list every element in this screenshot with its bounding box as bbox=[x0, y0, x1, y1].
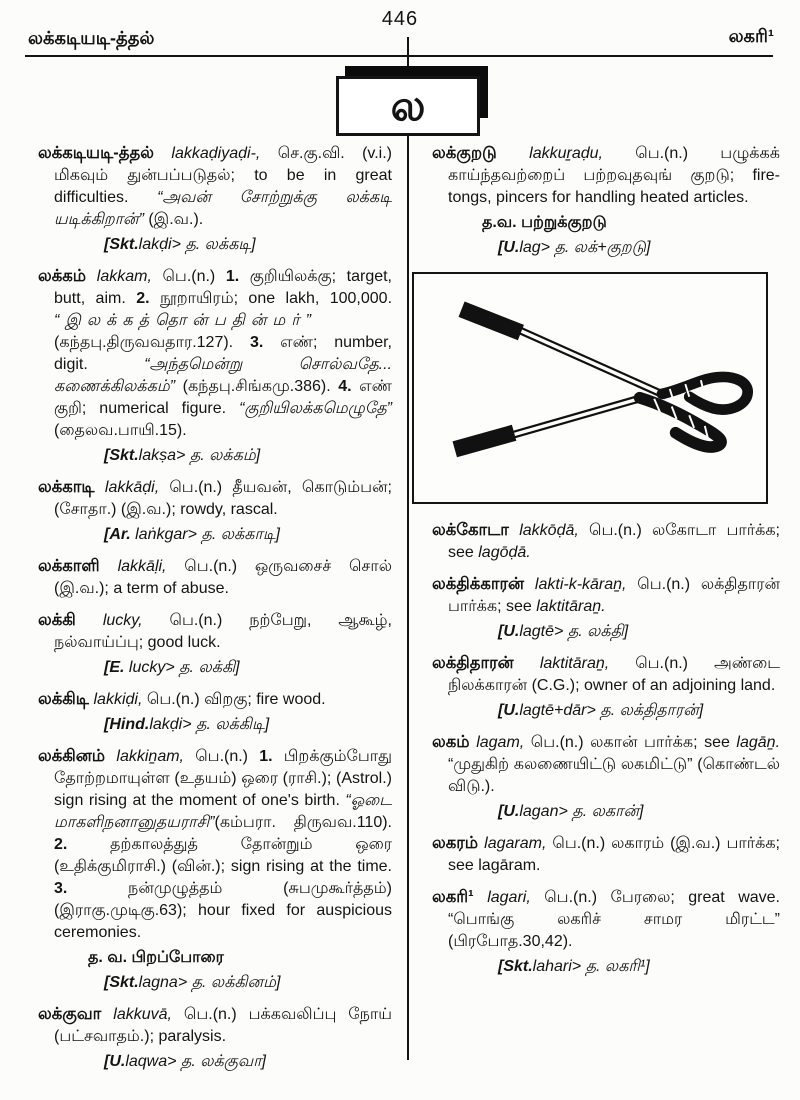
headword: லகரி¹ bbox=[432, 888, 488, 906]
entry-body bbox=[424, 832, 780, 877]
headword: லகரம் bbox=[432, 834, 485, 852]
transliteration: lucky, bbox=[102, 612, 170, 629]
transliteration: lagan> த. லகான்] bbox=[519, 803, 644, 820]
quotation: “குறியிலக்கமெழுதே” bbox=[239, 400, 392, 417]
transliteration: laqwa> த. லக்குவா] bbox=[125, 1053, 266, 1070]
dictionary-entry bbox=[30, 688, 392, 736]
transliteration: lahari> த. லகரி¹] bbox=[532, 958, 650, 975]
etymology-line bbox=[30, 524, 392, 546]
dictionary-entry bbox=[424, 573, 780, 643]
sense-number: த. வ. பிறப்போரை bbox=[88, 949, 224, 966]
sense-number: 4. bbox=[338, 378, 360, 395]
etymology-line bbox=[30, 234, 392, 256]
headword: லக்கடியடி-த்தல் bbox=[38, 144, 172, 162]
etymology-line bbox=[30, 972, 392, 994]
page-number: 446 bbox=[381, 8, 419, 30]
definition-text: பெ.(n.) தீயவன், கொடும்பன்; (சோதா.) (இ.வ.); rowdy, rascal. bbox=[54, 479, 392, 518]
quotation-spaced: “இலக்கத்தொன்பதின்மர்” bbox=[54, 312, 317, 329]
transliteration: laṅkgar> த. லக்காடி] bbox=[135, 526, 280, 543]
definition-text: பெ.(n.) ஒருவசைச் சொல் (இ.வ.); a term of abuse. bbox=[54, 558, 392, 597]
definition-text: செ.கு.வி. (v.i.) மிகவும் துன்பப்படுதல்; to be in great difficulties. bbox=[54, 145, 392, 206]
definition-text: எண்; number, digit. bbox=[54, 334, 392, 373]
transliteration: lakkuṟaḍu, bbox=[529, 145, 636, 162]
etymology-line bbox=[424, 621, 780, 643]
etymology-source: [Skt. bbox=[104, 974, 139, 991]
definition-text: குறியிலக்கு; target, butt, aim. bbox=[54, 268, 393, 307]
entry-body bbox=[424, 652, 780, 697]
tamil-equivalent-line bbox=[424, 212, 780, 234]
definition-text: பிறக்கும்போது தோற்றமாயுள்ள (உதயம்) ஒரை (ராசி.); (Astrol.) sign rising at the moment of one's birth. bbox=[54, 748, 392, 809]
entry-body bbox=[30, 745, 392, 944]
dictionary-entry bbox=[30, 555, 392, 600]
definition-text: (கந்தபு.திருவவதார.127). bbox=[54, 334, 250, 351]
etymology-source: [Skt. bbox=[104, 447, 139, 464]
definition-text: பெ.(n.) லக்திதாரன் பார்க்க; see bbox=[448, 576, 781, 615]
definition-text: பெ.(n.) bbox=[162, 268, 226, 285]
dictionary-entry bbox=[424, 652, 780, 722]
transliteration: lakkiṉam, bbox=[116, 748, 196, 765]
transliteration: lakkāḍi, bbox=[104, 479, 170, 496]
definition-text: பெ.(n.) விறகு; fire wood. bbox=[146, 691, 326, 708]
etymology-source: [U. bbox=[498, 803, 520, 820]
transliteration: lakkōḍā, bbox=[519, 522, 589, 539]
definition-text: பெ.(n.) bbox=[195, 748, 260, 765]
dictionary-entry bbox=[30, 476, 392, 546]
transliteration: lakti-k-kāraṉ, bbox=[534, 576, 638, 593]
definition-text: தற்காலத்துத் தோன்றும் ஒரை (உதிக்குமிராசி.) (வின்.); sign rising at the time. bbox=[54, 836, 393, 875]
sense-number: 3. bbox=[54, 880, 129, 897]
entry-body bbox=[424, 731, 780, 798]
section-letter: ல bbox=[390, 82, 426, 129]
etymology-line bbox=[424, 801, 780, 823]
fire-tongs-illustration bbox=[412, 272, 768, 504]
transliteration: lakkiḍi, bbox=[93, 691, 147, 708]
transliteration: lucky> த. லக்கி] bbox=[128, 659, 240, 676]
etymology-line bbox=[30, 657, 392, 679]
transliteration: lagam, bbox=[476, 734, 531, 751]
running-head-right: லகரி¹ bbox=[728, 26, 774, 46]
etymology-source: [U. bbox=[498, 702, 520, 719]
etymology-source: [Skt. bbox=[104, 236, 139, 253]
transliteration: lagōḍā. bbox=[478, 544, 531, 561]
transliteration: laktitāraṉ, bbox=[539, 655, 636, 672]
headword: லக்கம் bbox=[38, 267, 97, 285]
transliteration: laktitāraṉ. bbox=[536, 598, 606, 615]
sense-number: 2. bbox=[54, 836, 111, 853]
headword: லக்காடி bbox=[38, 478, 105, 496]
dictionary-entry bbox=[424, 142, 780, 504]
headword: லக்குவா bbox=[38, 1005, 114, 1023]
transliteration: lakkaḍiyaḍi-, bbox=[171, 145, 278, 162]
transliteration: lagna> த. லக்கினம்] bbox=[138, 974, 281, 991]
headword: லக்காளி bbox=[38, 557, 118, 575]
transliteration: lakkuvā, bbox=[113, 1006, 184, 1023]
dictionary-entry bbox=[30, 609, 392, 679]
entry-body bbox=[424, 886, 780, 953]
transliteration: lagāṉ. bbox=[736, 734, 781, 751]
etymology-source: [Hind. bbox=[104, 716, 150, 733]
definition-text: பெ.(n.) அண்டை நிலக்காரன் (C.G.); owner of an adjoining land. bbox=[448, 655, 781, 694]
entry-body bbox=[424, 573, 780, 618]
entry-body bbox=[424, 142, 780, 209]
dictionary-entry bbox=[424, 731, 780, 823]
headword: லக்திக்காரன் bbox=[432, 575, 535, 593]
etymology-line bbox=[30, 445, 392, 467]
entry-body bbox=[424, 519, 780, 564]
etymology-source: [Skt. bbox=[498, 958, 533, 975]
transliteration: lakkāḷi, bbox=[117, 558, 185, 575]
dictionary-entry bbox=[424, 519, 780, 564]
entry-body bbox=[30, 476, 392, 521]
fire-tongs-icon bbox=[420, 280, 760, 496]
dictionary-entry bbox=[30, 1003, 392, 1073]
dictionary-entry bbox=[30, 745, 392, 994]
sense-number: 3. bbox=[249, 334, 281, 351]
definition-text: “முதுகிற் கலணையிட்டு லகமிட்டு” (கொண்டல் விடு.). bbox=[448, 756, 780, 795]
headword: லக்கினம் bbox=[38, 747, 117, 765]
transliteration: lagtē> த. லக்தி] bbox=[519, 623, 629, 640]
transliteration: lagari, bbox=[487, 889, 545, 906]
dictionary-entry bbox=[30, 265, 392, 467]
sense-number: 1. bbox=[259, 748, 284, 765]
headword: லக்கி bbox=[38, 611, 103, 629]
etymology-source: [U. bbox=[104, 1053, 126, 1070]
definition-text: நன்முழுத்தம் (சுபமுகூர்த்தம்) (இராகு.முடிகு.63); hour fixed for auspicious ceremonies. bbox=[54, 880, 392, 941]
definition-text: பெ.(n.) பக்கவலிப்பு நோய் (பட்சவாதம்.); paralysis. bbox=[54, 1006, 392, 1045]
definition-text: (தைலவ.பாயி.15). bbox=[54, 422, 187, 439]
column-divider bbox=[407, 37, 409, 1060]
definition-text: எண் குறி; numerical figure. bbox=[54, 378, 393, 417]
transliteration: lakḍi> த. லக்கிடி] bbox=[149, 716, 270, 733]
definition-text: நூறாயிரம்; one lakh, 100,000. bbox=[159, 290, 393, 307]
definition-text: பெ.(n.) லகாரம் (இ.வ.) பார்க்க; see lagāram. bbox=[448, 835, 780, 874]
definition-text: (கந்தபு.சிங்கமு.386). bbox=[182, 378, 339, 395]
etymology-source: [Ar. bbox=[104, 526, 136, 543]
definition-text: பெ.(n.) நற்பேறு, ஆகூழ், நல்வாய்ப்பு; good luck. bbox=[54, 612, 392, 651]
section-letter-box bbox=[336, 76, 480, 136]
left-column bbox=[30, 142, 392, 1082]
etymology-line bbox=[30, 714, 392, 736]
transliteration: lagtē+dār> த. லக்திதாரன்] bbox=[519, 702, 704, 719]
entry-body bbox=[30, 1003, 392, 1048]
right-column bbox=[424, 142, 780, 987]
headword: லக்கிடி bbox=[38, 690, 94, 708]
entry-body bbox=[30, 688, 392, 711]
etymology-line bbox=[30, 1051, 392, 1073]
etymology-source: [U. bbox=[498, 623, 520, 640]
transliteration: lag> த. லக்+குறடு] bbox=[519, 239, 651, 256]
etymology-source: [U. bbox=[498, 239, 520, 256]
etymology-source: [E. bbox=[104, 659, 129, 676]
transliteration: lakkam, bbox=[96, 268, 163, 285]
headword: லக்கோடா bbox=[432, 521, 520, 539]
running-head-left: லக்கடியடி-த்தல் bbox=[28, 28, 155, 48]
headword: லக்குறடு bbox=[432, 144, 530, 162]
sense-number: 1. bbox=[225, 268, 250, 285]
quotation: “அந்தமென்று சொல்வதே... கணைக்கிலக்கம்” bbox=[54, 356, 392, 395]
quotation: “ஓடை மாகளிநனானுதயராசி” bbox=[54, 792, 392, 831]
sense-number: 2. bbox=[136, 290, 160, 307]
definition-text: பெ.(n.) லகான் பார்க்க; see bbox=[530, 734, 737, 751]
etymology-line bbox=[424, 956, 780, 978]
sense-number: த.வ. பற்றுக்குறடு bbox=[482, 214, 607, 231]
definition-text: (இ.வ.). bbox=[148, 211, 204, 228]
entry-body bbox=[30, 555, 392, 600]
tamil-equivalent-line bbox=[30, 947, 392, 969]
transliteration: lakḍi> த. லக்கடி] bbox=[138, 236, 256, 253]
definition-text: பெ.(n.) லகோடா பார்க்க; see bbox=[448, 522, 780, 561]
etymology-line bbox=[424, 237, 780, 259]
definition-text: பெ.(n.) பேரலை; great wave. “பொங்கு லகரிச் சாமர மிரட்ட” (பிரபோத.30,42). bbox=[448, 889, 780, 950]
entry-body bbox=[30, 142, 392, 231]
etymology-line bbox=[424, 700, 780, 722]
dictionary-entry bbox=[424, 832, 780, 877]
transliteration: lakṣa> த. லக்கம்] bbox=[138, 447, 261, 464]
header-rule bbox=[25, 55, 773, 57]
transliteration: lagaram, bbox=[484, 835, 553, 852]
headword: லக்திதாரன் bbox=[432, 654, 540, 672]
dictionary-entry bbox=[30, 142, 392, 256]
entry-body bbox=[30, 609, 392, 654]
definition-text: (கம்பரா. திருவவ.110). bbox=[214, 814, 392, 831]
quotation: “அவன் சோற்றுக்கு லக்கடி யடிக்கிறான்” bbox=[54, 189, 392, 228]
entry-body bbox=[30, 265, 392, 442]
headword: லகம் bbox=[432, 733, 477, 751]
dictionary-entry bbox=[424, 886, 780, 978]
definition-text: பெ.(n.) பழுக்கக் காய்ந்தவற்றைப் பற்றவுதவுங் குறடு; fire-tongs, pincers for handling heated articles. bbox=[448, 145, 781, 206]
